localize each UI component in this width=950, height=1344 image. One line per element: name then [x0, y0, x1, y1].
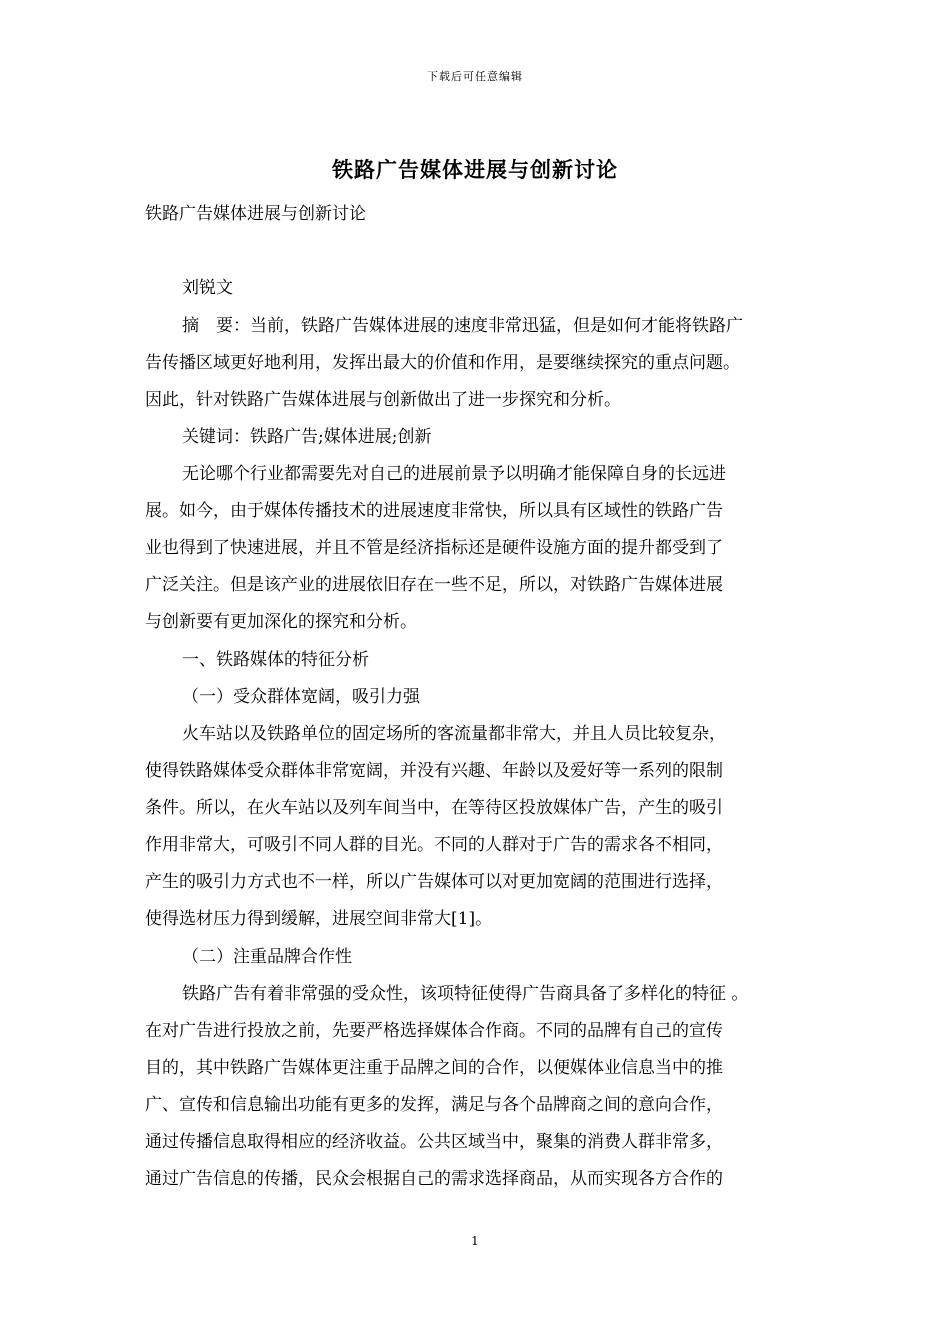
body-line: 广泛关注。但是该产业的进展依旧存在一些不足，所以，对铁路广告媒体进展 — [145, 575, 723, 595]
body-line: 业也得到了快速进展，并且不管是经济指标还是硬件设施方面的提升都受到了 — [145, 538, 723, 558]
header-note: 下载后可任意编辑 — [427, 70, 523, 83]
document-title: 铁路广告媒体进展与创新讨论 — [332, 157, 618, 182]
section-heading: 一、铁路媒体的特征分析 — [182, 650, 369, 670]
body-line: 通过广告信息的传播，民众会根据自己的需求选择商品，从而实现各方合作的 — [145, 1169, 723, 1189]
body-line: 铁路广告有着非常强的受众性，该项特征使得广告商具备了多样化的特征 。 — [182, 984, 749, 1004]
page-number: 1 — [471, 1234, 479, 1248]
body-line: 在对广告进行投放之前，先要严格选择媒体合作商。不同的品牌有自己的宣传 — [145, 1021, 723, 1041]
body-line: 火车站以及铁路单位的固定场所的客流量都非常大，并且人员比较复杂， — [182, 724, 726, 744]
abstract-line: 摘 要：当前，铁路广告媒体进展的速度非常迅猛，但是如何才能将铁路广 — [182, 316, 743, 336]
abstract-line: 告传播区域更好地利用，发挥出最大的价值和作用，是要继续探究的重点问题。 — [145, 353, 740, 373]
body-line: 产生的吸引力方式也不一样，所以广告媒体可以对更加宽阔的范围进行选择， — [145, 872, 723, 892]
keywords-line: 关键词：铁路广告;媒体进展;创新 — [182, 427, 432, 447]
body-line: 与创新要有更加深化的探究和分析。 — [145, 612, 417, 632]
body-line: 条件。所以，在火车站以及列车间当中，在等待区投放媒体广告，产生的吸引 — [145, 798, 723, 818]
subsection-heading: （二）注重品牌合作性 — [182, 947, 352, 967]
subsection-heading: （一）受众群体宽阔，吸引力强 — [182, 687, 420, 707]
author-line: 刘锐文 — [182, 278, 233, 298]
body-line: 展。如今，由于媒体传播技术的进展速度非常快，所以具有区域性的铁路广告 — [145, 501, 723, 521]
body-line: 目的，其中铁路广告媒体更注重于品牌之间的合作，以便媒体业信息当中的推 — [145, 1058, 723, 1078]
subtitle-line: 铁路广告媒体进展与创新讨论 — [145, 204, 366, 224]
abstract-line: 因此，针对铁路广告媒体进展与创新做出了进一步探究和分析。 — [145, 390, 621, 410]
body-line: 使得铁路媒体受众群体非常宽阔，并没有兴趣、年龄以及爱好等一系列的限制 — [145, 761, 723, 781]
body-line: 通过传播信息取得相应的经济收益。公共区域当中，聚集的消费人群非常多， — [145, 1132, 723, 1152]
body-line: 使得选材压力得到缓解，进展空间非常大[1]。 — [145, 909, 493, 929]
body-line: 广、宣传和信息输出功能有更多的发挥，满足与各个品牌商之间的意向合作， — [145, 1095, 723, 1115]
body-line: 无论哪个行业都需要先对自己的进展前景予以明确才能保障自身的长远进 — [182, 464, 726, 484]
body-line: 作用非常大，可吸引不同人群的目光。不同的人群对于广告的需求各不相同， — [145, 835, 723, 855]
